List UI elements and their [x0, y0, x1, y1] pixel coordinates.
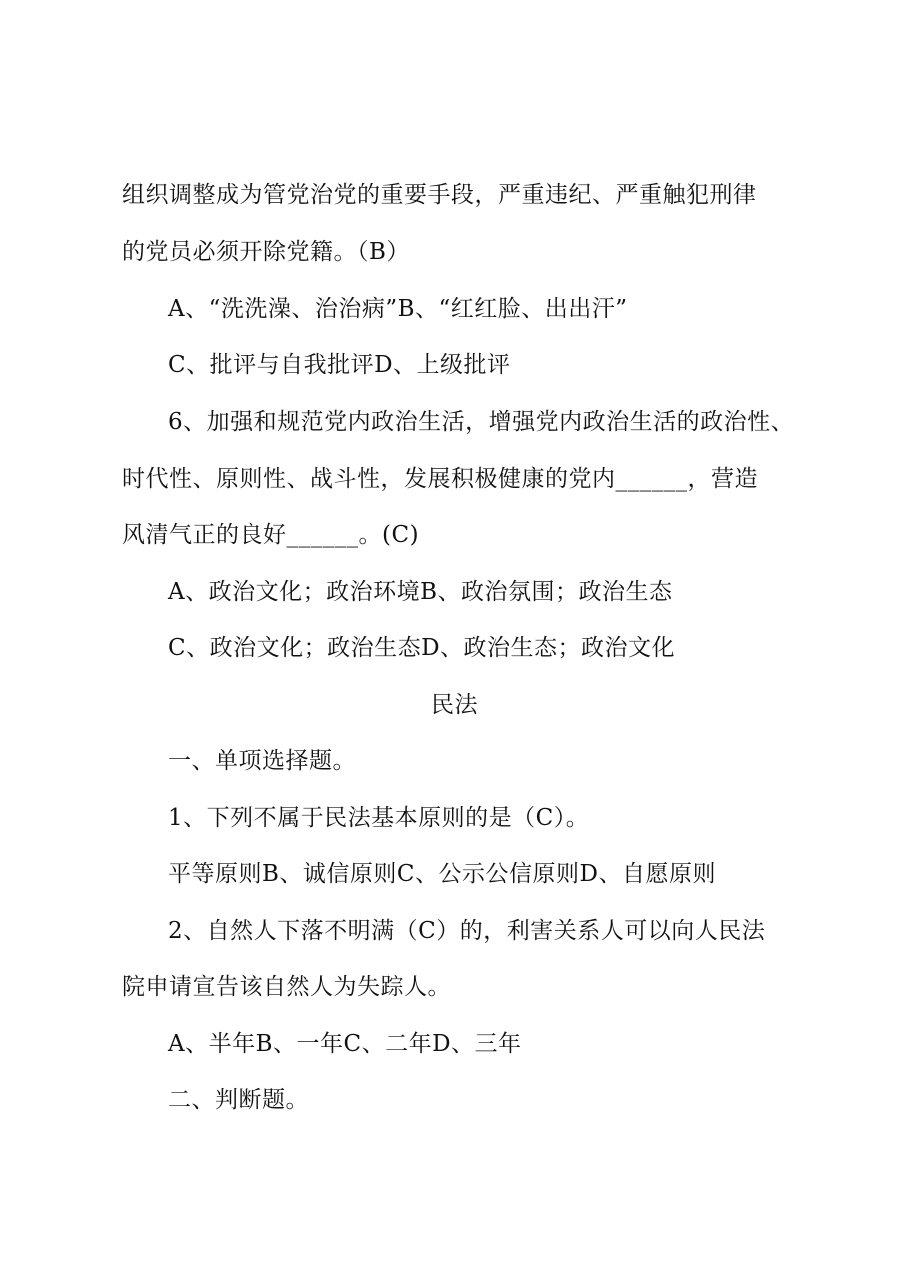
paragraph-line: 的党员必须开除党籍。（B） [122, 239, 410, 265]
paragraph-line: 组织调整成为管党治党的重要手段，严重违纪、严重触犯刑律 [122, 182, 757, 208]
paragraph-line: 时代性、原则性、战斗性，发展积极健康的党内______，营造 [122, 466, 758, 492]
option-line: A、政治文化；政治环境B、政治氛围；政治生态 [168, 579, 673, 605]
subsection-heading: 一、单项选择题。 [168, 748, 356, 774]
question-line: 6、加强和规范党内政治生活，增强党内政治生活的政治性、 [168, 409, 795, 435]
option-line: C、批评与自我批评D、上级批评 [168, 352, 511, 378]
option-line: A、半年B、一年C、二年D、三年 [168, 1031, 522, 1057]
option-line: A、“洗洗澡、治治病”B、“红红脸、出出汗” [168, 296, 628, 322]
paragraph-line: 风清气正的良好______。(C) [122, 522, 420, 548]
subsection-heading: 二、判断题。 [168, 1087, 309, 1113]
question-line: 2、自然人下落不明满（C）的，利害关系人可以向人民法 [168, 918, 766, 944]
option-line: 平等原则B、诚信原则C、公示公信原则D、自愿原则 [168, 861, 716, 887]
paragraph-line: 院申请宣告该自然人为失踪人。 [122, 974, 451, 1000]
question-line: 1、下列不属于民法基本原则的是（C）。 [168, 805, 590, 831]
option-line: C、政治文化；政治生态D、政治生态；政治文化 [168, 635, 676, 661]
section-heading: 民法 [431, 692, 478, 718]
